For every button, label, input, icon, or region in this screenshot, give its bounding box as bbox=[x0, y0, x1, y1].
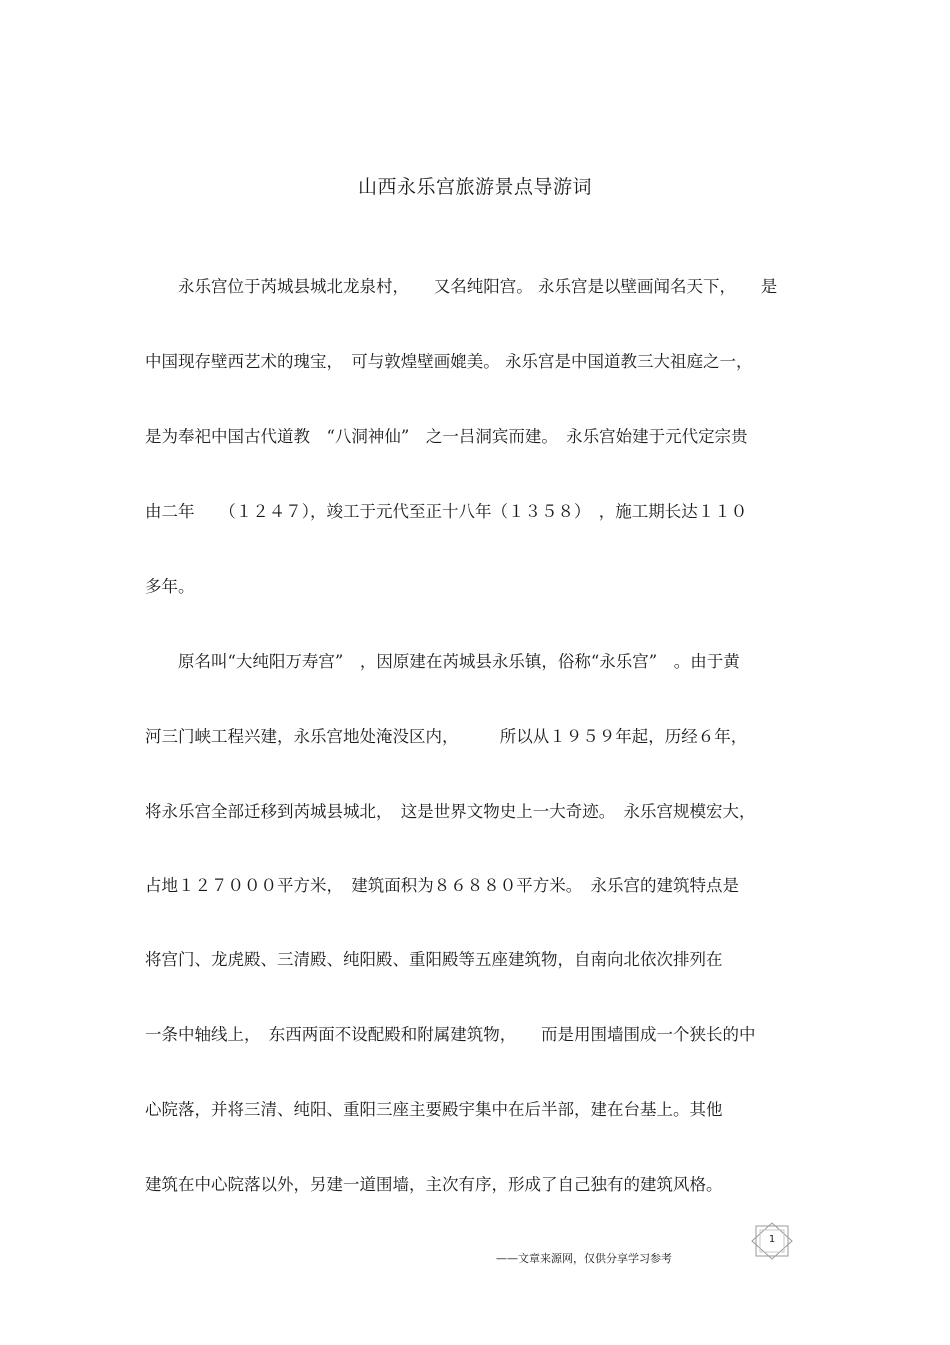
body-line-4: 由二年 （１２４７），竣工于元代至正十八年（１３５８） ，施工期长达１１０ bbox=[145, 502, 748, 521]
body-line-3: 是为奉祀中国古代道教 “八洞神仙” 之一吕洞宾而建。 永乐宫始建于元代定宗贵 bbox=[145, 427, 748, 446]
body-line-6: 原名叫“大纯阳万寿宫” ，因原建在芮城县永乐镇，俗称“永乐宫” 。由于黄 bbox=[145, 652, 740, 671]
body-line-13: 建筑在中心院落以外，另建一道围墙，主次有序，形成了自己独有的建筑风格。 bbox=[145, 1175, 723, 1194]
body-line-9: 占地１２７０００平方米， 建筑面积为８６８８０平方米。 永乐宫的建筑特点是 bbox=[145, 876, 739, 895]
body-line-7: 河三门峡工程兴建，永乐宫地处淹没区内， 所以从１９５９年起，历经６年， bbox=[145, 727, 748, 746]
body-line-12: 心院落，并将三清、纯阳、重阳三座主要殿宇集中在后半部，建在台基上。其他 bbox=[145, 1100, 723, 1119]
page-number: 1 bbox=[768, 1234, 776, 1245]
footer-note: ——文章来源网，仅供分享学习参考 bbox=[496, 1252, 672, 1265]
body-line-8: 将永乐宫全部迁移到芮城县城北， 这是世界文物史上一大奇迹。 永乐宫规模宏大， bbox=[145, 802, 756, 821]
body-line-10: 将宫门、龙虎殿、三清殿、纯阳殿、重阳殿等五座建筑物，自南向北依次排列在 bbox=[145, 950, 723, 969]
body-line-11: 一条中轴线上， 东西两面不设配殿和附属建筑物， 而是用围墙围成一个狭长的中 bbox=[145, 1025, 756, 1044]
body-line-1: 永乐宫位于芮城县城北龙泉村， 又名纯阳宫。 永乐宫是以壁画闻名天下， 是 bbox=[145, 277, 778, 296]
document-title: 山西永乐宫旅游景点导游词 bbox=[357, 176, 592, 198]
body-line-2: 中国现存壁西艺术的瑰宝， 可与敦煌壁画媲美。 永乐宫是中国道教三大祖庭之一， bbox=[145, 352, 753, 371]
body-line-5: 多年。 bbox=[145, 577, 195, 596]
